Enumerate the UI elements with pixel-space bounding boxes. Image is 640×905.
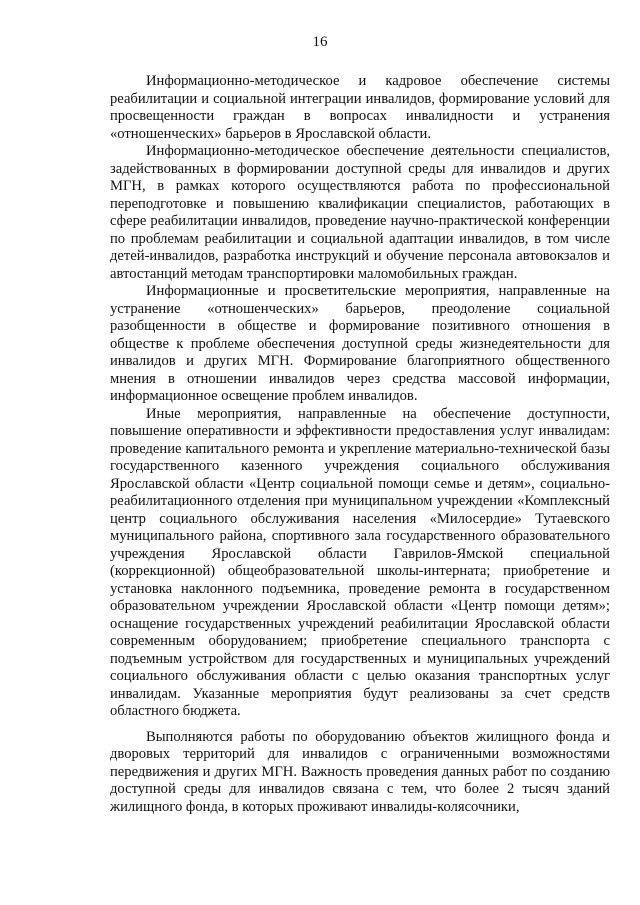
page-number: 16: [312, 34, 328, 50]
paragraph-specialist-training: Информационно-методическое обеспечение деятельности специалистов, задействованных в формировании доступной среды для инвалидов и других МГН, в рамках которого осуществляются работа по профессиональной переподготовке и повышению квалификации специалистов, работающих в сфере реабилитации инвалидов, проведение научно-практической конференции по проблемам реабилитации и социальной адаптации инвалидов, в том числе детей-инвалидов, разработка инструкций и обучение персонала автовокзалов и автостанций методам транспортировки маломобильных граждан.: [110, 143, 610, 282]
document-body: [110, 73, 610, 816]
paragraph-other-measures: Иные мероприятия, направленные на обеспечение доступности, повышение оперативности и эффективности предоставления услуг инвалидам: проведение капитального ремонта и укрепление материально-технической базы государственного казенного учреждения социального обслуживания Ярославской области «Центр социальной помощи семье и детям», социально-реабилитационного отделения при муниципальном учреждении «Комплексный центр социального обслуживания населения «Милосердие» Тутаевского муниципального района, спортивного зала государственного образовательного учреждения Ярославской области Гаврилов-Ямской специальной (коррекционной) общеобразовательной школы-интерната; приобретение и установка наклонного подъемника, проведение ремонта в государственном образовательном учреждении Ярославской области «Центр помощи детям»; оснащение государственных учреждений реабилитации Ярославской области современным оборудованием; приобретение специального транспорта с подъемным устройством для государственных и муниципальных учреждений социального обслуживания области с целью оказания транспортных услуг инвалидам. Указанные мероприятия будут реализованы за счет средств областного бюджета.: [110, 405, 610, 719]
paragraph-housing-works: Выполняются работы по оборудованию объектов жилищного фонда и дворовых территорий для инвалидов с ограниченными возможностями передвижения и других МГН. Важность проведения данных работ по созданию доступной среды для инвалидов связана с тем, что более 2 тысяч зданий жилищного фонда, в которых проживают инвалиды-колясочники,: [110, 728, 610, 815]
paragraph-awareness-events: Информационные и просветительские мероприятия, направленные на устранение «отношенческих» барьеров, преодоление социальной разобщенности в обществе и формирование позитивного отношения в обществе к проблеме обеспечения доступной среды жизнедеятельности для инвалидов и других МГН. Формирование благоприятного общественного мнения в отношении инвалидов через средства массовой информации, информационное освещение проблем инвалидов.: [110, 283, 610, 404]
paragraph-rehab-support: Информационно-методическое и кадровое обеспечение системы реабилитации и социальной интеграции инвалидов, формирование условий для просвещенности граждан в вопросах инвалидности и устранения «отношенческих» барьеров в Ярославской области.: [110, 73, 610, 142]
